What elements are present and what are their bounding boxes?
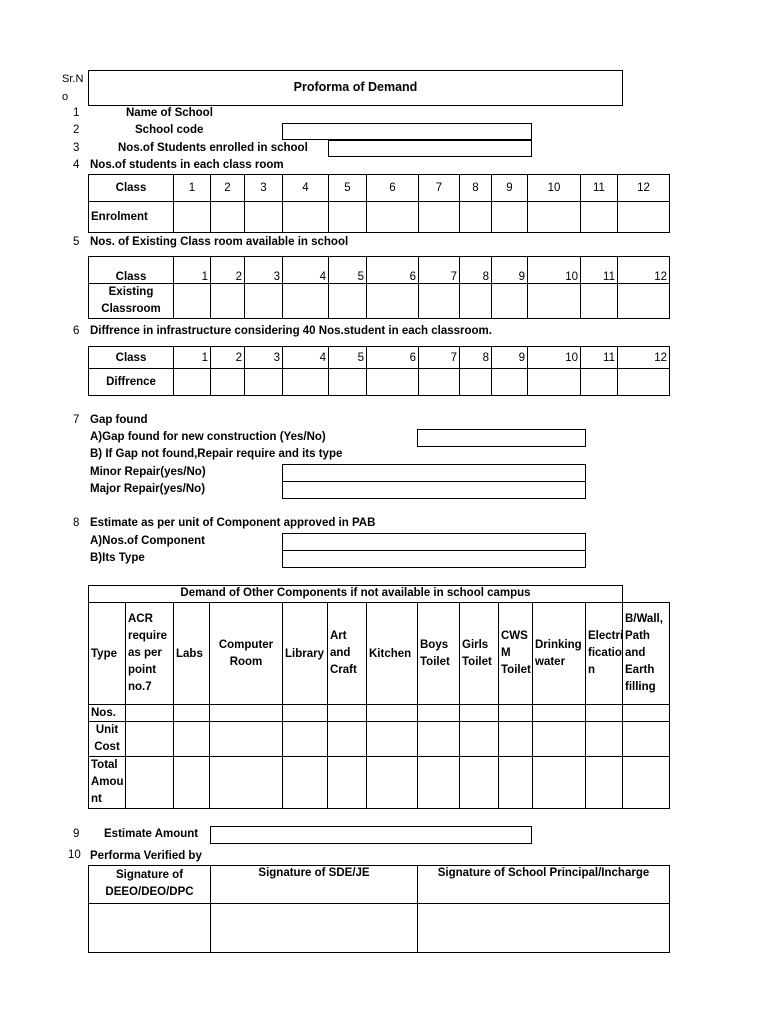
difference-row-label: Diffrence xyxy=(89,369,174,396)
cwsm-toilet-header-line: M xyxy=(501,647,511,659)
class-header: Class xyxy=(89,347,174,369)
nos-cell[interactable] xyxy=(174,705,210,722)
deeo-signature-space[interactable] xyxy=(89,904,211,953)
total-amount-label-line: nt xyxy=(91,793,102,805)
unit-cost-cell[interactable] xyxy=(586,722,623,757)
boundary-wall-header-line: filling xyxy=(625,681,656,693)
class-number: 5 xyxy=(329,175,367,202)
total-amount-cell[interactable] xyxy=(367,757,418,809)
verified-by-label: Performa Verified by xyxy=(90,850,202,862)
page-title: Proforma of Demand xyxy=(293,80,418,94)
unit-cost-cell[interactable] xyxy=(499,722,533,757)
unit-cost-cell[interactable] xyxy=(126,722,174,757)
unit-cost-cell[interactable] xyxy=(623,722,670,757)
class-number: 1 xyxy=(174,347,211,369)
row-number-8: 8 xyxy=(73,517,80,529)
gap-found-label: Gap found xyxy=(90,414,148,426)
nos-cell[interactable] xyxy=(499,705,533,722)
unit-cost-label-line: Unit xyxy=(95,724,119,736)
difference-class-row xyxy=(89,347,670,369)
boys-toilet-header xyxy=(418,603,460,705)
class-number: 2 xyxy=(211,347,245,369)
boys-toilet-header-line: Toilet xyxy=(420,655,450,668)
unit-cost-cell[interactable] xyxy=(328,722,367,757)
nos-label: Nos. xyxy=(89,705,126,722)
components-header: Demand of Other Components if not available in school campus xyxy=(180,587,531,599)
its-type-label: B)Its Type xyxy=(90,552,145,564)
unit-cost-row xyxy=(89,722,670,757)
class-number: 10 xyxy=(528,257,581,284)
total-amount-cell[interactable] xyxy=(126,757,174,809)
existing-classroom-label-cell xyxy=(89,284,174,319)
existing-cell[interactable] xyxy=(211,284,245,319)
acr-header-line: as per xyxy=(128,647,162,659)
total-amount-cell[interactable] xyxy=(586,757,623,809)
girls-toilet-header xyxy=(460,603,499,705)
class-number: 7 xyxy=(419,257,460,284)
enrolment-cell[interactable] xyxy=(460,202,492,233)
existing-cell[interactable] xyxy=(419,284,460,319)
acr-header xyxy=(126,603,174,705)
nos-cell[interactable] xyxy=(460,705,499,722)
existing-label-line-2: Classroom xyxy=(101,303,161,315)
row-number-9: 9 xyxy=(73,828,80,840)
major-repair-field[interactable] xyxy=(282,481,586,499)
enrolment-class-row xyxy=(89,175,670,202)
unit-cost-cell[interactable] xyxy=(533,722,586,757)
row-number-2: 2 xyxy=(73,124,80,136)
row-number-4: 4 xyxy=(73,159,80,171)
difference-cell[interactable] xyxy=(174,369,211,396)
class-number: 4 xyxy=(283,257,329,284)
total-amount-label xyxy=(89,757,126,809)
existing-cell[interactable] xyxy=(492,284,528,319)
enrolment-table xyxy=(88,174,670,233)
class-number: 7 xyxy=(419,175,460,202)
enrolment-cell[interactable] xyxy=(283,202,329,233)
enrolment-cell[interactable] xyxy=(528,202,581,233)
nos-cell[interactable] xyxy=(418,705,460,722)
electrification-header-line: ficatio xyxy=(588,647,622,659)
difference-label: Diffrence in infrastructure considering 40 Nos.student in each classroom. xyxy=(90,325,492,337)
class-number: 4 xyxy=(283,347,329,369)
signature-space-row xyxy=(89,904,670,953)
nos-of-component-field[interactable] xyxy=(282,533,586,551)
class-number: 12 xyxy=(618,257,670,284)
row-number-6: 6 xyxy=(73,325,80,337)
enrolment-cell[interactable] xyxy=(419,202,460,233)
art-craft-header-line: Art xyxy=(330,630,347,642)
class-number: 10 xyxy=(528,175,581,202)
electrification-header-line: n xyxy=(588,664,596,676)
gap-new-construction-field[interactable] xyxy=(417,429,586,447)
principal-signature-header: Signature of School Principal/Incharge xyxy=(418,866,670,904)
sr-no-label: Sr.No xyxy=(62,73,84,103)
boys-toilet-header-line: Boys xyxy=(420,638,449,651)
row-number-5: 5 xyxy=(73,236,80,248)
class-number: 10 xyxy=(528,347,581,369)
girls-toilet-header-line: Toilet xyxy=(462,655,492,668)
class-number: 12 xyxy=(618,347,670,369)
existing-cell[interactable] xyxy=(367,284,419,319)
major-repair-label: Major Repair(yes/No) xyxy=(90,483,206,495)
class-number: 5 xyxy=(329,257,367,284)
students-enrolled-label: Nos.of Students enrolled in school xyxy=(118,142,308,154)
class-number: 4 xyxy=(283,175,329,202)
computer-room-header-line: Room xyxy=(229,655,263,668)
class-number: 3 xyxy=(245,257,283,284)
estimate-amount-field[interactable] xyxy=(210,826,532,844)
existing-cell[interactable] xyxy=(283,284,329,319)
total-amount-cell[interactable] xyxy=(210,757,283,809)
kitchen-header: Kitchen xyxy=(367,603,418,705)
nos-cell[interactable] xyxy=(283,705,328,722)
total-amount-cell[interactable] xyxy=(460,757,499,809)
difference-cell[interactable] xyxy=(283,369,329,396)
enrolment-cell[interactable] xyxy=(329,202,367,233)
class-number: 1 xyxy=(174,257,211,284)
unit-cost-cell[interactable] xyxy=(460,722,499,757)
girls-toilet-header-line: Girls xyxy=(462,638,489,651)
gap-new-construction-label: A)Gap found for new construction (Yes/No) xyxy=(90,431,326,443)
boundary-wall-header-line: B/Wall, xyxy=(625,613,663,625)
enrolment-cell[interactable] xyxy=(492,202,528,233)
drinking-water-header-line: water xyxy=(535,655,566,668)
row-number-10: 10 xyxy=(68,849,81,861)
enrolment-cell[interactable] xyxy=(618,202,670,233)
acr-header-line: no.7 xyxy=(128,681,152,693)
total-amount-cell[interactable] xyxy=(328,757,367,809)
total-amount-cell[interactable] xyxy=(283,757,328,809)
students-enrolled-field[interactable] xyxy=(328,140,532,157)
class-number: 8 xyxy=(460,175,492,202)
principal-signature-space[interactable] xyxy=(418,904,670,953)
difference-cell[interactable] xyxy=(460,369,492,396)
drinking-water-header xyxy=(533,603,586,705)
class-number: 6 xyxy=(367,347,419,369)
existing-cell[interactable] xyxy=(581,284,618,319)
difference-cell[interactable] xyxy=(367,369,419,396)
sde-signature-space[interactable] xyxy=(211,904,418,953)
electrification-header-line: Electri xyxy=(588,630,624,642)
class-number: 1 xyxy=(174,175,211,202)
existing-classroom-table xyxy=(88,256,670,319)
boundary-wall-header-line: and xyxy=(625,647,646,659)
unit-cost-cell[interactable] xyxy=(174,722,210,757)
school-code-label: School code xyxy=(135,124,204,136)
minor-repair-field[interactable] xyxy=(282,464,586,482)
enrolment-cell[interactable] xyxy=(245,202,283,233)
enrolment-row xyxy=(89,202,670,233)
estimate-per-unit-label: Estimate as per unit of Component approved in PAB xyxy=(90,517,376,529)
students-per-class-label: Nos.of students in each class room xyxy=(90,159,284,171)
cwsm-toilet-header-line: CWS xyxy=(501,630,528,642)
class-number: 8 xyxy=(460,347,492,369)
class-number: 9 xyxy=(492,175,528,202)
nos-cell[interactable] xyxy=(533,705,586,722)
drinking-water-header-line: Drinking xyxy=(535,638,582,651)
class-number: 3 xyxy=(245,175,283,202)
class-number: 8 xyxy=(460,257,492,284)
nos-cell[interactable] xyxy=(328,705,367,722)
library-header: Library xyxy=(283,603,328,705)
enrolment-cell[interactable] xyxy=(581,202,618,233)
components-header-row xyxy=(89,603,670,705)
deeo-signature-header xyxy=(89,866,211,904)
difference-table xyxy=(88,346,670,396)
enrolment-cell[interactable] xyxy=(367,202,419,233)
existing-cell[interactable] xyxy=(618,284,670,319)
nos-cell[interactable] xyxy=(126,705,174,722)
nos-of-component-label: A)Nos.of Component xyxy=(90,535,205,547)
art-craft-header-line: Craft xyxy=(330,664,357,676)
difference-cell[interactable] xyxy=(581,369,618,396)
nos-cell[interactable] xyxy=(586,705,623,722)
class-number: 7 xyxy=(419,347,460,369)
unit-cost-label-line: Cost xyxy=(94,741,120,753)
existing-classroom-label: Nos. of Existing Class room available in school xyxy=(90,236,349,248)
unit-cost-cell[interactable] xyxy=(210,722,283,757)
class-number: 6 xyxy=(367,257,419,284)
unit-cost-label xyxy=(89,722,126,757)
enrolment-label: Enrolment xyxy=(89,202,174,233)
art-craft-header xyxy=(328,603,367,705)
boundary-wall-header xyxy=(623,603,670,705)
repair-type-label: B) If Gap not found,Repair require and its type xyxy=(90,448,343,460)
difference-cell[interactable] xyxy=(329,369,367,396)
cwsm-toilet-header xyxy=(499,603,533,705)
nos-cell[interactable] xyxy=(210,705,283,722)
difference-cell[interactable] xyxy=(211,369,245,396)
total-amount-cell[interactable] xyxy=(418,757,460,809)
total-amount-cell[interactable] xyxy=(499,757,533,809)
existing-classroom-row xyxy=(89,284,670,319)
type-header: Type xyxy=(89,603,126,705)
nos-cell[interactable] xyxy=(623,705,670,722)
class-header: Class xyxy=(89,175,174,202)
unit-cost-cell[interactable] xyxy=(367,722,418,757)
unit-cost-cell[interactable] xyxy=(418,722,460,757)
labs-header: Labs xyxy=(174,603,210,705)
difference-cell[interactable] xyxy=(492,369,528,396)
its-type-field[interactable] xyxy=(282,550,586,568)
deeo-signature-line: DEEO/DEO/DPC xyxy=(105,886,194,898)
class-number: 11 xyxy=(581,347,618,369)
school-code-field[interactable] xyxy=(282,123,532,140)
boundary-wall-header-line: Path xyxy=(625,630,650,642)
computer-room-header xyxy=(210,603,283,705)
class-number: 9 xyxy=(492,347,528,369)
nos-cell[interactable] xyxy=(367,705,418,722)
existing-cell[interactable] xyxy=(329,284,367,319)
enrolment-cell[interactable] xyxy=(211,202,245,233)
class-number: 12 xyxy=(618,175,670,202)
class-number: 6 xyxy=(367,175,419,202)
difference-cell[interactable] xyxy=(419,369,460,396)
class-header: Class xyxy=(89,257,174,284)
class-number: 9 xyxy=(492,257,528,284)
components-header-box xyxy=(88,585,623,603)
row-number-3: 3 xyxy=(73,142,80,154)
existing-cell[interactable] xyxy=(528,284,581,319)
deeo-signature-line: Signature of xyxy=(115,869,184,881)
total-amount-row xyxy=(89,757,670,809)
acr-header-line: ACR xyxy=(128,613,153,625)
computer-room-header-line: Computer xyxy=(218,638,274,651)
class-number: 11 xyxy=(581,175,618,202)
minor-repair-label: Minor Repair(yes/No) xyxy=(90,466,206,478)
total-amount-cell[interactable] xyxy=(174,757,210,809)
acr-header-line: require xyxy=(128,630,167,642)
class-number: 5 xyxy=(329,347,367,369)
total-amount-cell[interactable] xyxy=(533,757,586,809)
total-amount-label-line: Amou xyxy=(91,776,124,788)
existing-class-row xyxy=(89,257,670,284)
difference-row xyxy=(89,369,670,396)
components-table xyxy=(88,602,670,809)
existing-cell[interactable] xyxy=(460,284,492,319)
class-number: 2 xyxy=(211,257,245,284)
name-of-school-label: Name of School xyxy=(126,107,213,119)
nos-row xyxy=(89,705,670,722)
difference-cell[interactable] xyxy=(245,369,283,396)
row-number-7: 7 xyxy=(73,414,80,426)
enrolment-cell[interactable] xyxy=(174,202,211,233)
unit-cost-cell[interactable] xyxy=(283,722,328,757)
acr-header-line: point xyxy=(128,664,157,676)
signature-header-row xyxy=(89,866,670,904)
sde-signature-header: Signature of SDE/JE xyxy=(211,866,418,904)
row-number-1: 1 xyxy=(73,107,80,119)
difference-cell[interactable] xyxy=(618,369,670,396)
signature-table xyxy=(88,865,670,953)
boundary-wall-header-line: Earth xyxy=(625,664,655,676)
electrification-header xyxy=(586,603,623,705)
total-amount-label-line: Total xyxy=(91,759,118,771)
existing-label-line-1: Existing xyxy=(108,286,154,298)
estimate-amount-label: Estimate Amount xyxy=(104,828,199,840)
existing-cell[interactable] xyxy=(245,284,283,319)
existing-cell[interactable] xyxy=(174,284,211,319)
class-number: 11 xyxy=(581,257,618,284)
difference-cell[interactable] xyxy=(528,369,581,396)
cwsm-toilet-header-line: Toilet xyxy=(501,664,531,676)
art-craft-header-line: and xyxy=(330,647,351,659)
title-box xyxy=(88,70,623,106)
class-number: 3 xyxy=(245,347,283,369)
class-number: 2 xyxy=(211,175,245,202)
total-amount-cell[interactable] xyxy=(623,757,670,809)
